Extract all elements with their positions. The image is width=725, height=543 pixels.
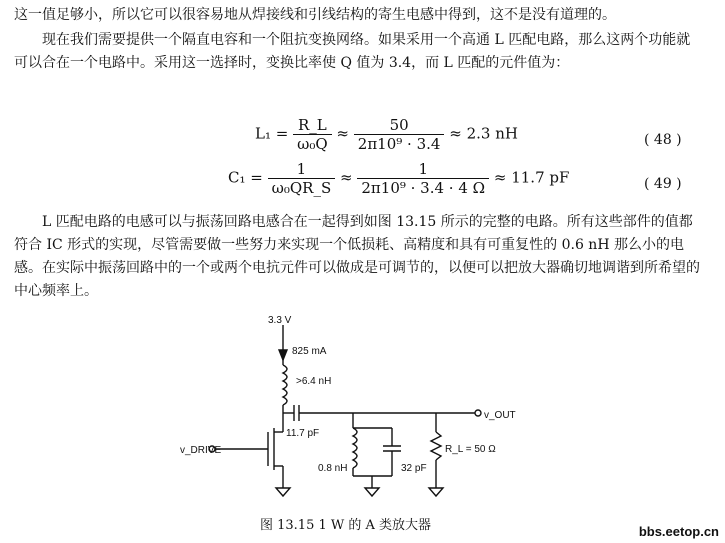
eq49-approx: ≈ — [340, 168, 353, 187]
label-choke: >6.4 nH — [296, 376, 332, 387]
watermark: bbs.eetop.cn — [638, 524, 719, 539]
ground-symbol-transistor — [276, 488, 290, 496]
eq49-frac2-num: 1 — [357, 160, 489, 179]
equation-number-48: ( 48 ) — [644, 132, 682, 148]
tank-inductor — [353, 428, 357, 468]
paragraph-3: L 匹配电路的电感可以与振荡回路电感合在一起得到如图 13.15 所示的完整的电路。所有这些部件的值都符合 IC 形式的实现，尽管需要做一些努力来实现一个低损耗、高精度和具有可重复性的 0.6 nH 那么小的电感。在实际中振荡回路中的一个或两个电抗元件可以做成是可调节的，以便可以把放大器确切地调谐到所希望的中心频率上。 — [14, 214, 700, 299]
eq48-frac2-den: 2π10⁹ · 3.4 — [357, 135, 441, 153]
label-tank-cap: 32 pF — [401, 463, 427, 474]
label-coupling-cap: 11.7 pF — [286, 428, 320, 439]
eq48-frac1-den: ω₀Q — [297, 135, 328, 153]
eq49-frac1-den: ω₀QR_S — [271, 179, 332, 197]
eq48-result: ≈ 2.3 nH — [449, 124, 518, 143]
figure-caption: 图 13.15 1 W 的 A 类放大器 — [260, 518, 432, 533]
ground-symbol-load — [429, 488, 443, 496]
choke-inductor — [283, 365, 287, 405]
ground-symbol-tank — [365, 488, 379, 496]
label-supply: 3.3 V — [268, 315, 292, 326]
eq48-frac1-num: R_L — [293, 116, 332, 135]
eq49-frac1-num: 1 — [268, 160, 336, 179]
load-resistor — [431, 432, 441, 460]
paragraph-2: 现在我们需要提供一个隔直电容和一个阻抗变换网络。如果采用一个高通 L 匹配电路，那么这两个功能就可以合在一个电路中。采用这一选择时，变换比率使 Q 值为 3.4，而 L 匹配的元件值为： — [14, 32, 691, 71]
eq48-lhs: L₁ = — [255, 124, 289, 143]
eq48-frac2-num: 50 — [354, 116, 445, 135]
equation-number-49: ( 49 ) — [644, 176, 682, 192]
label-tank-inductor: 0.8 nH — [318, 463, 348, 474]
eq49-lhs: C₁ = — [228, 168, 263, 187]
current-arrow — [279, 350, 287, 360]
label-output: v_OUT — [484, 410, 516, 421]
label-current: 825 mA — [292, 346, 327, 357]
label-load: R_L = 50 Ω — [445, 444, 496, 455]
paragraph-1: 这一值足够小，所以它可以很容易地从焊接线和引线结构的寄生电感中得到，这不是没有道理的。 — [14, 7, 616, 23]
label-input: v_DRIVE — [180, 445, 222, 456]
eq48-approx: ≈ — [336, 124, 349, 143]
eq49-result: ≈ 11.7 pF — [493, 168, 570, 187]
eq49-frac2-den: 2π10⁹ · 3.4 · 4 Ω — [361, 179, 486, 197]
output-node — [475, 410, 481, 416]
